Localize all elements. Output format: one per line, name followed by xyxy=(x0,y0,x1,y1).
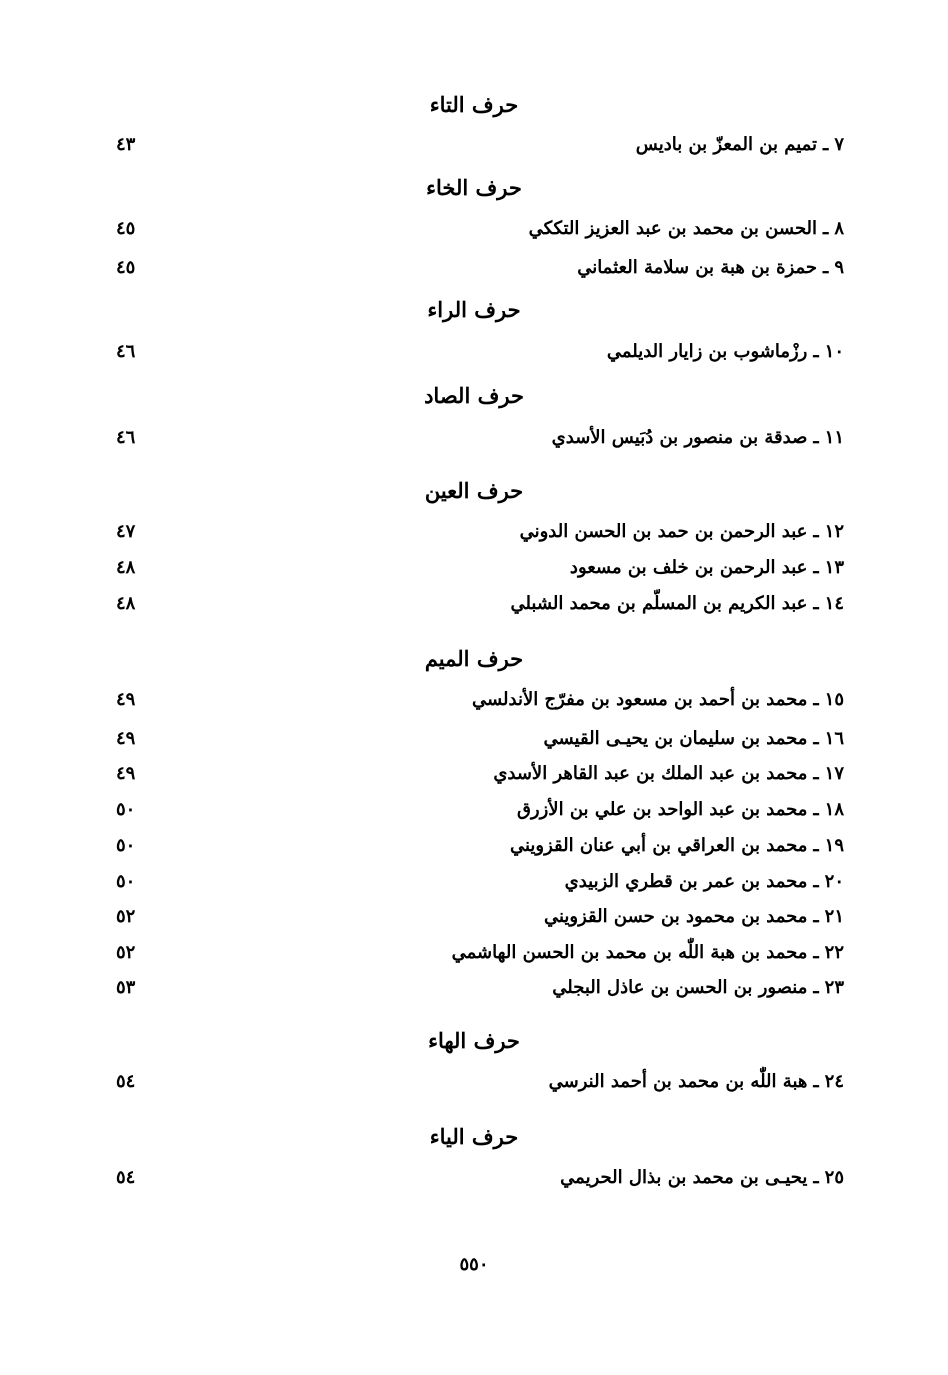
entry-page-number: ٤٥ xyxy=(116,218,136,239)
entry-separator: ـ xyxy=(813,906,819,927)
entry-page-number: ٥٣ xyxy=(116,977,136,998)
entry-number: ١٠ xyxy=(824,341,844,362)
index-entry xyxy=(116,1163,844,1193)
entry-page-number: ٤٧ xyxy=(116,521,136,542)
entry-page-number: ٥٠ xyxy=(116,871,136,892)
dot-leader xyxy=(152,685,462,715)
entry-name: صدقة بن منصور بن دُبَيس الأسدي xyxy=(551,427,808,448)
entry-page-number: ٥٠ xyxy=(116,835,136,856)
dot-leader xyxy=(152,795,507,825)
entry-name: الحسن بن محمد بن عبد العزيز التككي xyxy=(528,218,818,239)
entry-number: ٢٣ xyxy=(824,977,844,998)
dot-leader xyxy=(152,553,560,583)
entry-page-number: ٥٤ xyxy=(116,1167,136,1188)
entry-separator: ـ xyxy=(813,1071,819,1092)
entry-name: محمد بن عبد الواحد بن علي بن الأزرق xyxy=(516,799,808,820)
entry-separator: ـ xyxy=(823,134,829,155)
dot-leader xyxy=(152,902,534,932)
entry-name: منصور بن الحسن بن عاذل البجلي xyxy=(552,977,808,998)
index-entry xyxy=(116,589,844,619)
entry-page-number: ٥٤ xyxy=(116,1071,136,1092)
entry-name: يحيـى بن محمد بن بذال الحريمي xyxy=(560,1167,808,1188)
section-heading-kha: حرف الخاء xyxy=(426,175,522,200)
index-entry xyxy=(116,423,844,453)
index-entry xyxy=(116,973,844,1003)
dot-leader xyxy=(152,517,510,547)
dot-leader xyxy=(152,867,555,897)
entry-separator: ـ xyxy=(813,1167,819,1188)
entry-name: محمد بن العراقي بن أبي عنان القزويني xyxy=(509,835,808,856)
entry-number: ١٩ xyxy=(824,835,844,856)
entry-name: تميم بن المعزّ بن باديس xyxy=(635,134,818,155)
entry-separator: ـ xyxy=(813,763,819,784)
dot-leader xyxy=(152,214,519,244)
entry-separator: ـ xyxy=(813,942,819,963)
section-heading-mim: حرف الميم xyxy=(424,646,524,671)
entry-name: عبد الكريم بن المسلّم بن محمد الشبلي xyxy=(510,593,808,614)
entry-separator: ـ xyxy=(813,835,819,856)
entry-number: ٢٤ xyxy=(824,1071,844,1092)
entry-number: ٩ xyxy=(834,257,844,278)
entry-name: محمد بن سليمان بن يحيـى القيسي xyxy=(543,728,808,749)
dot-leader xyxy=(152,130,626,160)
index-entry xyxy=(116,685,844,715)
index-entry xyxy=(116,337,844,367)
index-entry xyxy=(116,902,844,932)
entry-number: ١٦ xyxy=(824,728,844,749)
entry-number: ١٣ xyxy=(824,557,844,578)
dot-leader xyxy=(152,724,534,754)
entry-page-number: ٤٨ xyxy=(116,593,136,614)
dot-leader xyxy=(152,423,542,453)
entry-number: ١٢ xyxy=(824,521,844,542)
entry-number: ٨ xyxy=(834,218,844,239)
entry-page-number: ٤٣ xyxy=(116,134,136,155)
section-heading-ra: حرف الراء xyxy=(427,297,521,322)
entry-page-number: ٤٨ xyxy=(116,557,136,578)
entry-number: ١١ xyxy=(824,427,844,448)
entry-number: ١٥ xyxy=(824,689,844,710)
entry-page-number: ٤٦ xyxy=(116,427,136,448)
entry-page-number: ٤٦ xyxy=(116,341,136,362)
entry-page-number: ٥٠ xyxy=(116,799,136,820)
index-entry xyxy=(116,517,844,547)
page-number: ٥٥٠ xyxy=(459,1254,489,1275)
dot-leader xyxy=(152,337,597,367)
entry-separator: ـ xyxy=(813,689,819,710)
section-heading-sad: حرف الصاد xyxy=(424,383,524,408)
entry-separator: ـ xyxy=(813,593,819,614)
entry-separator: ـ xyxy=(813,521,819,542)
entry-separator: ـ xyxy=(813,341,819,362)
entry-number: ٢١ xyxy=(824,906,844,927)
index-entry xyxy=(116,253,844,283)
entry-name: محمد بن عبد الملك بن عبد القاهر الأسدي xyxy=(493,763,808,784)
entry-number: ٢٠ xyxy=(824,871,844,892)
entry-page-number: ٤٩ xyxy=(116,689,136,710)
entry-separator: ـ xyxy=(813,557,819,578)
entry-page-number: ٤٩ xyxy=(116,728,136,749)
entry-name: محمد بن محمود بن حسن القزويني xyxy=(543,906,808,927)
index-entry xyxy=(116,1067,844,1097)
entry-name: رزْماشوب بن زايار الديلمي xyxy=(606,341,808,362)
entry-name: عبد الرحمن بن خلف بن مسعود xyxy=(569,557,808,578)
entry-page-number: ٤٩ xyxy=(116,763,136,784)
dot-leader xyxy=(152,589,500,619)
entry-number: ١٧ xyxy=(824,763,844,784)
entry-separator: ـ xyxy=(813,977,819,998)
dot-leader xyxy=(152,938,442,968)
entry-page-number: ٥٢ xyxy=(116,906,136,927)
entry-page-number: ٥٢ xyxy=(116,942,136,963)
entry-name: عبد الرحمن بن حمد بن الحسن الدوني xyxy=(519,521,808,542)
entry-separator: ـ xyxy=(813,799,819,820)
entry-separator: ـ xyxy=(813,871,819,892)
index-entry xyxy=(116,214,844,244)
entry-name: هبة اللّٰه بن محمد بن أحمد النرسي xyxy=(548,1071,808,1092)
index-entry xyxy=(116,759,844,789)
dot-leader xyxy=(152,253,567,283)
index-entry xyxy=(116,938,844,968)
index-entry xyxy=(116,867,844,897)
entry-name: محمد بن أحمد بن مسعود بن مفرّج الأندلسي xyxy=(472,689,808,710)
dot-leader xyxy=(152,973,542,1003)
entry-page-number: ٤٥ xyxy=(116,257,136,278)
entry-name: محمد بن عمر بن قطري الزبيدي xyxy=(564,871,808,892)
dot-leader xyxy=(152,831,500,861)
entry-separator: ـ xyxy=(813,427,819,448)
entry-number: ٢٢ xyxy=(824,942,844,963)
dot-leader xyxy=(152,759,483,789)
section-heading-ya: حرف الياء xyxy=(429,1124,519,1149)
index-entry xyxy=(116,553,844,583)
dot-leader xyxy=(152,1163,550,1193)
entry-separator: ـ xyxy=(823,257,829,278)
entry-separator: ـ xyxy=(823,218,829,239)
entry-name: حمزة بن هبة بن سلامة العثماني xyxy=(577,257,818,278)
entry-name: محمد بن هبة اللّٰه بن محمد بن الحسن الهاشمي xyxy=(451,942,808,963)
entry-number: ١٤ xyxy=(824,593,844,614)
section-heading-ha: حرف الهاء xyxy=(428,1028,520,1053)
index-entry xyxy=(116,795,844,825)
section-heading-ta: حرف التاء xyxy=(429,92,519,117)
dot-leader xyxy=(152,1067,539,1097)
index-entry xyxy=(116,831,844,861)
entry-number: ٧ xyxy=(834,134,844,155)
index-entry xyxy=(116,724,844,754)
entry-separator: ـ xyxy=(813,728,819,749)
entry-number: ١٨ xyxy=(824,799,844,820)
index-entry xyxy=(116,130,844,160)
entry-number: ٢٥ xyxy=(824,1167,844,1188)
section-heading-ain: حرف العين xyxy=(424,478,524,503)
